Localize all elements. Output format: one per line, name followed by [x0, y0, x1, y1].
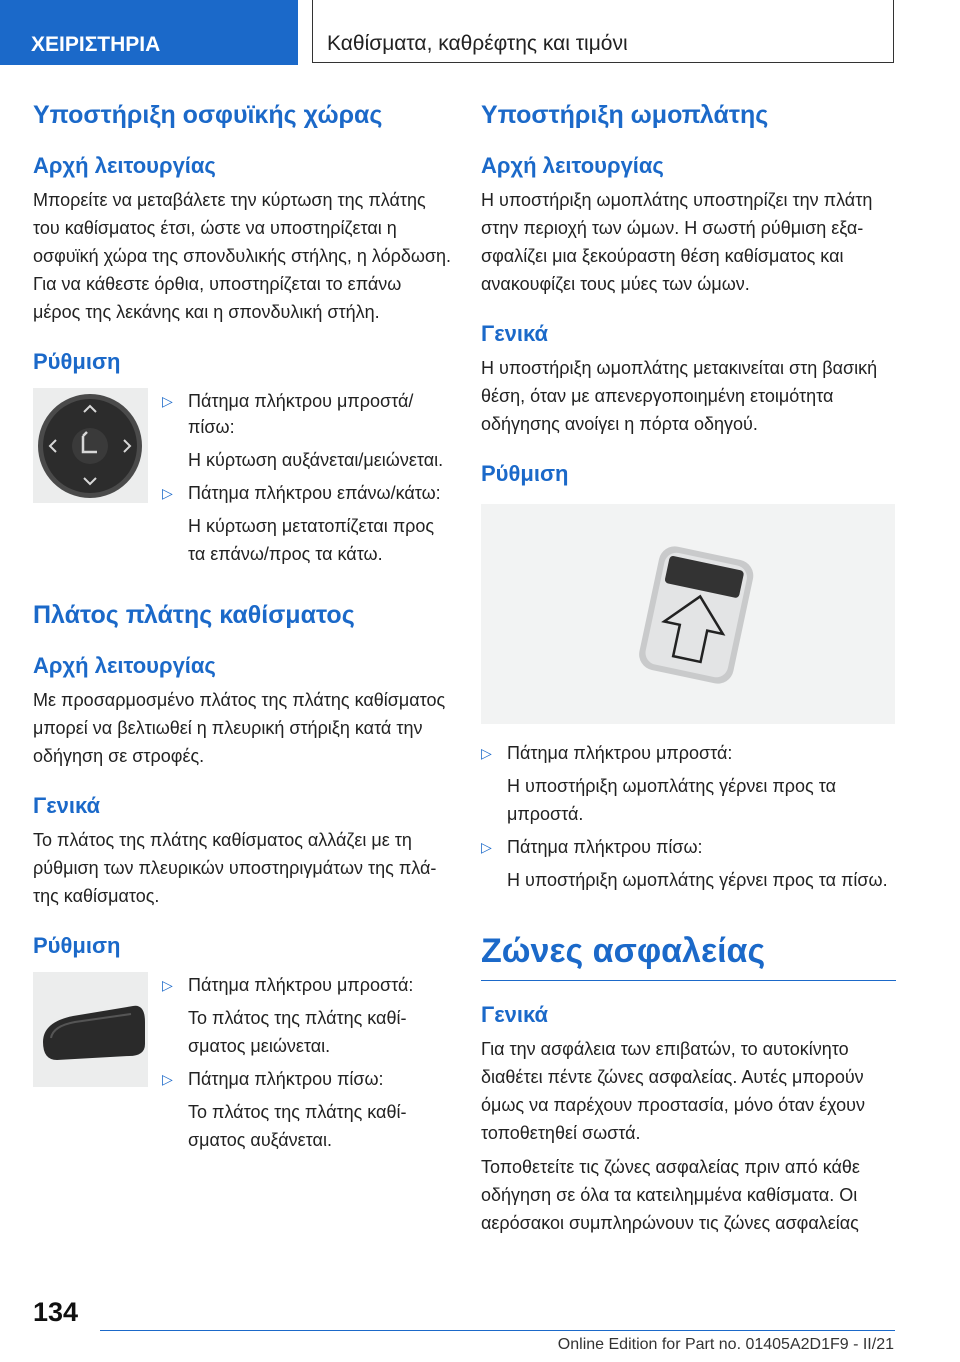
triangle-bullet-icon: ▷ [162, 485, 173, 501]
step-result: Το πλάτος της πλάτης καθίσματος αυξάνεται. [188, 1102, 407, 1150]
belts-paragraph-2: Τοποθετείτε τις ζώνες ασφαλείας πριν από κάθε οδήγηση σε όλα τα κατειλημμένα καθίσματα. Οι αερόσακοι συμπληρώνουν τις ζώνες ασφαλείας [481, 1157, 860, 1233]
width-title: Πλάτος πλάτης καθίσματος [33, 601, 355, 629]
triangle-bullet-icon: ▷ [481, 745, 492, 761]
header-section-label: ΧΕΙΡΙΣΤΗΡΙΑ [31, 33, 161, 56]
step-result: Η κύρτωση μετατοπίζεται προς τα επάνω/προς τα κάτω. [188, 516, 435, 564]
width-general-text: Το πλάτος της πλάτης καθίσματος αλλάζει με τη ρύθμιση των πλευρικών υποστηριγμάτων της πλάτης καθίσματος. [33, 830, 437, 906]
triangle-bullet-icon: ▷ [162, 977, 173, 993]
shoulder-general-text: Η υποστήριξη ωμοπλάτης μετακινείται στη βασική θέση, όταν με απενεργοποιημένη ετοιμότητα οδήγησης ανοίγει η πόρτα οδηγού. [481, 358, 878, 434]
width-setting-heading: Ρύθμιση [33, 933, 121, 958]
triangle-bullet-icon: ▷ [162, 393, 173, 409]
list-item: ▷ Πάτημα πλήκτρου μπροστά/πίσω: [162, 388, 453, 440]
shoulder-title: Υποστήριξη ωμοπλάτης [481, 101, 769, 129]
lumbar-setting-heading: Ρύθμιση [33, 349, 121, 374]
list-item: ▷ Πάτημα πλήκτρου πίσω: [162, 1066, 453, 1092]
left-column [33, 100, 453, 1160]
step-result: Η υποστήριξη ωμοπλάτης γέρνει προς τα πίσω. [507, 870, 888, 890]
shoulder-general-heading: Γενικά [481, 321, 549, 346]
header-section-tab [0, 0, 298, 65]
width-general-heading: Γενικά [33, 793, 101, 818]
lumbar-principle-text: Μπορείτε να μεταβάλετε την κύρτωση της πλάτης του καθίσματος έτσι, ώστε να υποστηρίζεται η οσφυϊκή χώρα της σπονδυλικής στήλης, η λόρδωση. Για να κάθεστε όρθια, υποστηρίζεται το επάνω μέρος της λεκάνης και η σπονδυλική στήλη. [33, 190, 452, 322]
lumbar-title: Υποστήριξη οσφυϊκής χώρας [33, 101, 383, 129]
shoulder-principle-heading: Αρχή λειτουργίας [481, 153, 664, 178]
header-chapter-box [312, 0, 894, 63]
list-item: ▷ Πάτημα πλήκτρου πίσω: [481, 834, 896, 860]
header-chapter-label: Καθίσματα, καθρέφτης και τιμόνι [327, 32, 628, 55]
lumbar-setting-block [33, 388, 453, 574]
shoulder-principle-text: Η υποστήριξη ωμοπλάτης υποστηρίζει την πλάτη στην περιοχή των ώμων. Η σωστή ρύθμιση εξασφαλίζει μια ξεκούραστη θέση καθίσματος και ανακουφίζει τους μύες των ώμων. [481, 190, 873, 294]
belts-paragraph-1: Για την ασφάλεια των επιβατών, το αυτοκίνητο διαθέτει πέντε ζώνες ασφαλείας. Αυτές μπορούν όμως να παρέχουν προστασία, μόνο όταν έχουν τοποθετηθεί σωστά. [481, 1039, 865, 1143]
step-result: Το πλάτος της πλάτης καθίσματος μειώνεται. [188, 1008, 407, 1056]
triangle-bullet-icon: ▷ [162, 1071, 173, 1087]
list-item: ▷ Πάτημα πλήκτρου μπροστά: [162, 972, 453, 998]
step-result: Η κύρτωση αυξάνεται/μειώνεται. [188, 450, 444, 470]
footer-divider [100, 1330, 895, 1331]
shoulder-steps [481, 740, 896, 894]
lumbar-principle-heading: Αρχή λειτουργίας [33, 153, 216, 178]
shoulder-control-image [481, 504, 895, 724]
shoulder-setting-heading: Ρύθμιση [481, 461, 569, 486]
belts-title: Ζώνες ασφαλείας [481, 930, 896, 981]
lumbar-steps [162, 388, 453, 574]
edition-note: Online Edition for Part no. 01405A2D1F9 - II/21 [557, 1336, 894, 1353]
width-principle-heading: Αρχή λειτουργίας [33, 653, 216, 678]
right-column [481, 100, 896, 1237]
width-principle-text: Με προσαρμοσμένο πλάτος της πλάτης καθίσματος μπορεί να βελτιωθεί η πλευρική στήριξη κατά την οδήγηση σε στροφές. [33, 690, 446, 766]
width-control-image [33, 972, 148, 1160]
triangle-bullet-icon: ▷ [481, 839, 492, 855]
list-item: ▷ Πάτημα πλήκτρου επάνω/κάτω: [162, 480, 453, 506]
width-steps [162, 972, 453, 1160]
lumbar-control-image [33, 388, 148, 574]
list-item: ▷ Πάτημα πλήκτρου μπροστά: [481, 740, 896, 766]
page-number: 134 [33, 1297, 79, 1327]
width-setting-block [33, 972, 453, 1160]
step-result: Η υποστήριξη ωμοπλάτης γέρνει προς τα μπροστά. [507, 776, 836, 824]
belts-general-heading: Γενικά [481, 1002, 549, 1027]
